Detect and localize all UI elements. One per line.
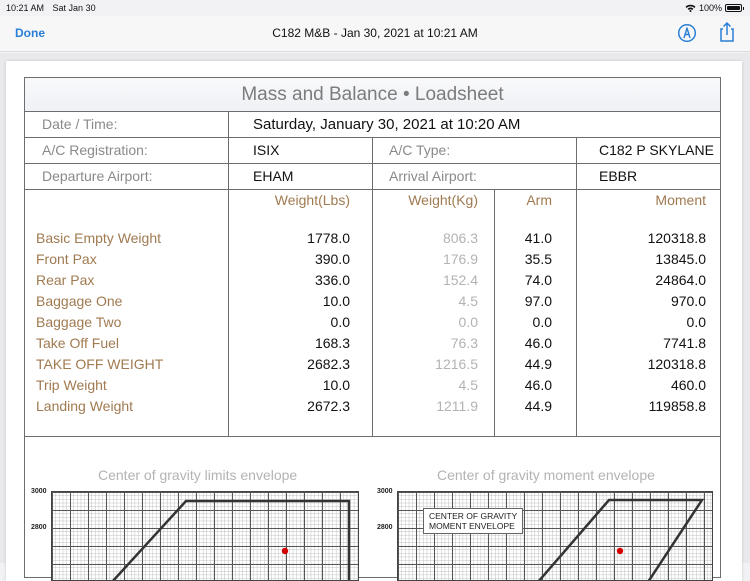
inset-label-line2: MOMENT ENVELOPE [429,521,515,531]
status-time: 10:21 AM [6,3,45,13]
arm-cell: 74.0 [524,272,552,288]
markup-icon[interactable] [677,23,697,43]
weight-lbs-cell: 1778.0 [307,230,350,246]
column-weight-kg [373,190,495,436]
moment-cell: 7741.8 [663,335,706,351]
column-header: Moment [655,192,706,208]
date-row [25,112,720,138]
column-header [36,190,228,210]
weight-lbs-cell: 10.0 [322,293,350,309]
registration-label: A/C Registration: [25,138,229,163]
weight-kg-cell: 152.4 [442,272,478,288]
y-tick-2800: 2800 [377,524,393,531]
moment-cell: 24864.0 [655,272,706,288]
column-header: Arm [526,192,552,208]
column-moment [577,190,720,436]
arm-cell: 0.0 [532,314,552,330]
moment-cell: 970.0 [670,293,706,309]
weight-lbs-cell: 2682.3 [307,356,350,372]
status-right [685,3,742,13]
cg-moment-chart [375,437,722,577]
cg-limits-point [282,548,288,554]
moment-cell: 120318.8 [647,230,706,246]
type-label: A/C Type: [373,138,577,163]
cg-limits-title: Center of gravity limits envelope [98,467,298,483]
departure-label: Departure Airport: [25,164,229,189]
date-label: Date / Time: [25,112,229,137]
row-label: Basic Empty Weight [36,230,162,246]
status-bar [0,0,750,16]
date-value: Saturday, January 30, 2021 at 10:20 AM [253,116,521,133]
arm-cell: 41.0 [524,230,552,246]
row-label: Baggage One [36,293,123,309]
weight-lbs-cell: 168.3 [314,335,350,351]
battery-icon [725,4,742,12]
weight-table [25,190,720,437]
row-label: Baggage Two [36,314,122,330]
moment-cell: 13845.0 [655,251,706,267]
weight-kg-cell: 4.5 [458,293,478,309]
arm-cell: 97.0 [524,293,552,309]
cg-moment-title: Center of gravity moment envelope [437,467,655,483]
row-label: Rear Pax [36,272,95,288]
weight-kg-cell: 176.9 [442,251,478,267]
arm-cell: 35.5 [524,251,552,267]
weight-kg-cell: 1211.9 [436,398,478,414]
share-icon[interactable] [717,21,737,43]
moment-cell: 0.0 [686,314,706,330]
cg-limits-grid [51,491,359,581]
registration-value: ISIX [229,138,373,163]
charts-area [25,437,720,577]
row-label: Front Pax [36,251,97,267]
weight-lbs-cell: 336.0 [314,272,350,288]
document-page [6,61,742,581]
status-date: Sat Jan 30 [52,3,96,13]
arrival-value: EBBR [599,168,638,184]
weight-kg-cell: 4.5 [458,377,478,393]
row-label: Trip Weight [36,377,107,393]
document-title: C182 M&B - Jan 30, 2021 at 10:21 AM [272,26,478,40]
moment-cell: 120318.8 [647,356,706,372]
cg-moment-envelope [398,492,713,581]
arm-cell: 44.9 [524,398,552,414]
cg-limits-envelope [52,492,359,581]
wifi-icon [685,4,696,12]
document-viewer[interactable] [0,53,750,563]
arrival-label: Arrival Airport: [373,164,577,189]
sheet-title: Mass and Balance • Loadsheet [25,78,720,112]
weight-lbs-cell: 0.0 [330,314,350,330]
weight-kg-cell: 76.3 [450,335,478,351]
y-tick-2800: 2800 [31,524,47,531]
column-header: Weight(Lbs) [274,192,350,208]
status-left [6,3,96,13]
moment-cell: 460.0 [670,377,706,393]
weight-lbs-cell: 10.0 [322,377,350,393]
row-label: Landing Weight [36,398,134,414]
arm-cell: 46.0 [524,377,552,393]
column-item [25,190,229,436]
weight-kg-cell: 806.3 [442,230,478,246]
cg-moment-inset-label [423,508,523,534]
registration-row [25,138,720,164]
arm-cell: 46.0 [524,335,552,351]
column-header: Weight(Kg) [408,192,478,208]
arm-cell: 44.9 [524,356,552,372]
loadsheet [24,77,721,578]
weight-lbs-cell: 2672.3 [307,398,350,414]
airports-row [25,164,720,190]
weight-lbs-cell: 390.0 [314,251,350,267]
cg-moment-point [617,548,623,554]
cg-moment-grid [397,491,713,581]
moment-cell: 119858.8 [648,398,706,414]
weight-kg-cell: 0.0 [458,314,478,330]
inset-label-line1: CENTER OF GRAVITY [429,511,518,521]
type-value: C182 P SKYLANE [599,142,714,158]
column-weight-lbs [229,190,373,436]
row-label: Take Off Fuel [36,335,120,351]
done-button[interactable]: Done [15,26,45,40]
weight-kg-cell: 1216.5 [435,356,478,372]
row-label: TAKE OFF WEIGHT [36,356,164,372]
y-tick-3000: 3000 [377,488,393,495]
nav-bar [0,16,750,52]
y-tick-3000: 3000 [31,488,47,495]
battery-percent: 100% [698,3,722,13]
column-arm [495,190,577,436]
departure-value: EHAM [229,164,373,189]
cg-limits-chart [25,437,373,577]
